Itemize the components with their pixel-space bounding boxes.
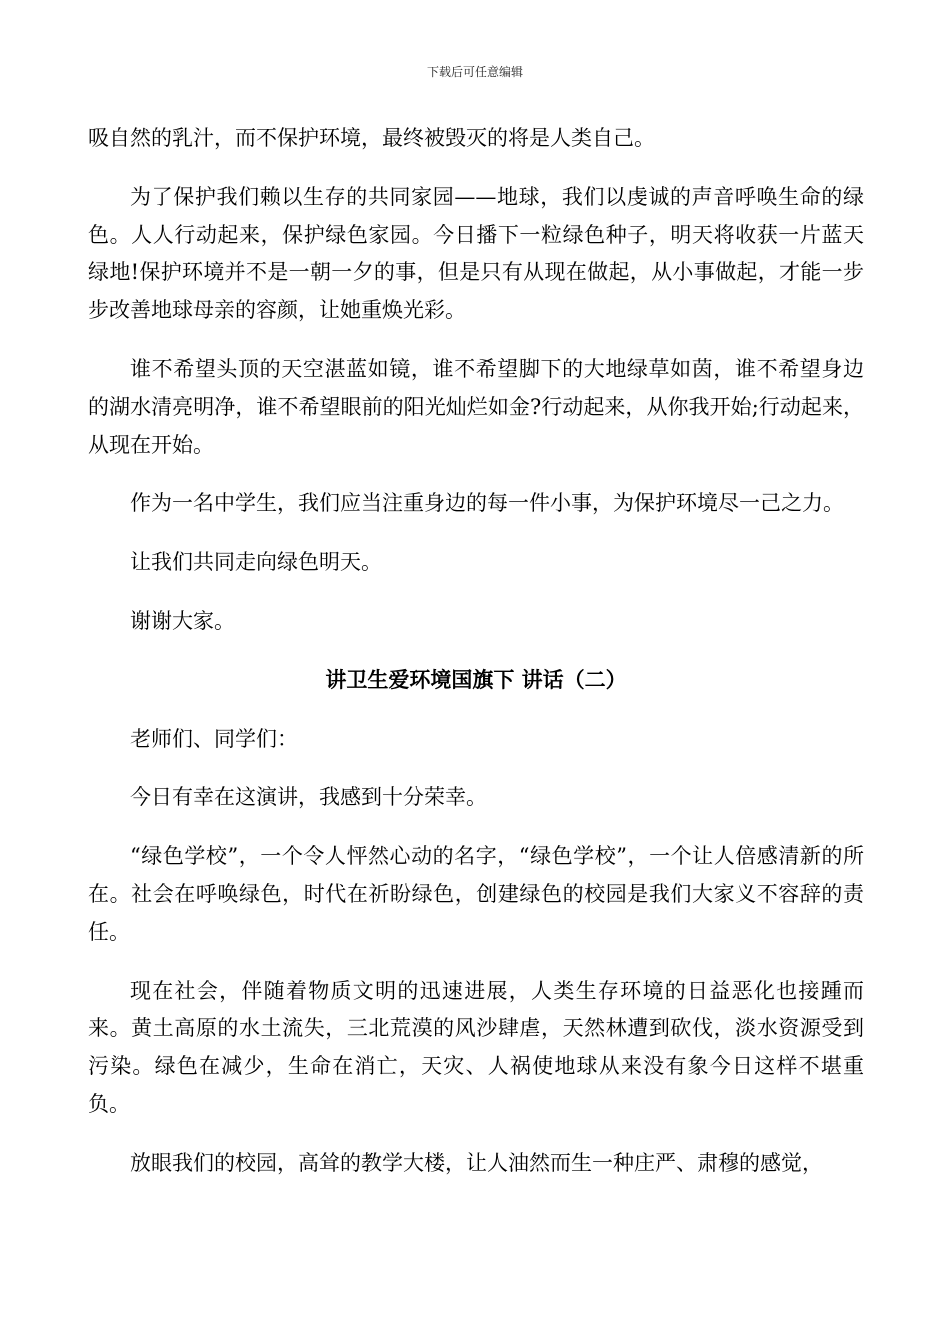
document-body [88, 120, 864, 1183]
paragraph: 放眼我们的校园，高耸的教学大楼，让人油然而生一种庄严、肃穆的感觉， [130, 1150, 823, 1175]
paragraph: “绿色学校”，一个令人怦然心动的名字，“绿色学校”，一个让人倍感清新的所在。社会在呼唤绿色，时代在祈盼绿色，创建绿色的校园是我们大家义不容辞的责任。 [88, 844, 864, 944]
paragraph: 作为一名中学生，我们应当注重身边的每一件小事，为保护环境尽一己之力。 [130, 491, 844, 516]
salutation: 老师们、同学们： [130, 726, 298, 751]
page-header-watermark: 下载后可任意编辑 [426, 65, 523, 79]
paragraph: 今日有幸在这演讲，我感到十分荣幸。 [130, 785, 487, 810]
paragraph: 让我们共同走向绿色明天。 [130, 550, 382, 575]
paragraph-continuation: 吸自然的乳汁，而不保护环境，最终被毁灭的将是人类自己。 [88, 126, 655, 150]
section-title: 讲卫生爱环境国旗下 讲话（二） [325, 667, 627, 692]
paragraph: 谢谢大家。 [130, 608, 235, 633]
paragraph: 现在社会，伴随着物质文明的迅速进展，人类生存环境的日益恶化也接踵而来。黄土高原的水土流失，三北荒漠的风沙肆虐，天然林遭到砍伐，淡水资源受到污染。绿色在减少，生命在消亡，天灾、人祸使地球从来没有象今日这样不堪重负。 [88, 978, 864, 1116]
paragraph: 为了保护我们赖以生存的共同家园——地球，我们以虔诚的声音呼唤生命的绿色。人人行动起来，保护绿色家园。今日播下一粒绿色种子，明天将收获一片蓝天绿地!保护环境并不是一朝一夕的事，但是只有从现在做起，从小事做起，才能一步步改善地球母亲的容颜，让她重焕光彩。 [88, 184, 864, 323]
paragraph: 谁不希望头顶的天空湛蓝如镜，谁不希望脚下的大地绿草如茵，谁不希望身边的湖水清亮明净，谁不希望眼前的阳光灿烂如金?行动起来，从你我开始;行动起来，从现在开始。 [88, 356, 864, 457]
